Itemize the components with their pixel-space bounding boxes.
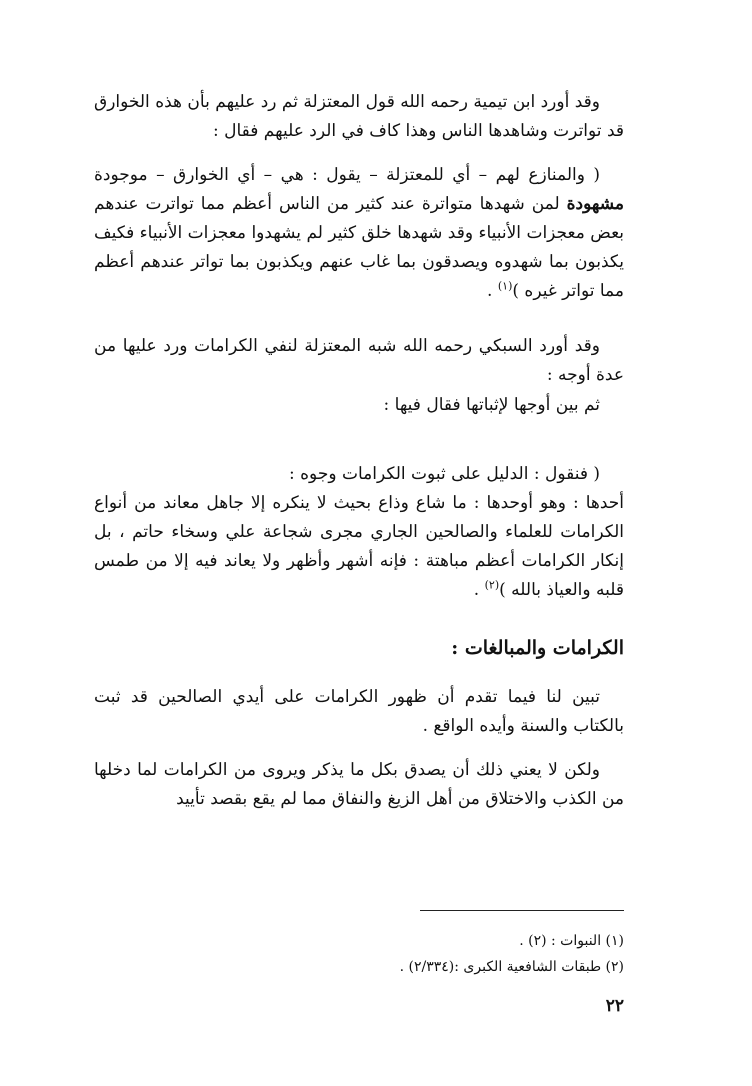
quote-ibn-taymiyya: ( والمنازع لهم – أي للمعتزلة – يقول : هي – أي الخوارق – موجودة مشهودة لمن شهدها متواترة عند كثير من الناس أعظم مما تواترت عندهم بعض معجزات الأنبياء وقد شهدها خلق كثير لم يشهدوا معجزات الأنبياء فكيف يكذبون بما شهدوه ويصدقون بما غاب عنهم ويكذبون بما تواتر عندهم أعظم مما تواتر غيره )$^{(١)}$ . xyxy=(94,165,625,301)
footnote-separator xyxy=(420,910,624,911)
footnote-1: (١) النبوات : (٢) . xyxy=(519,933,624,949)
paragraph-karamat-established: تبين لنا فيما تقدم أن ظهور الكرامات على أيدي الصالحين قد ثبت بالكتاب والسنة وأيده الواقع . xyxy=(94,687,624,736)
footnote-ref-2: (٢) xyxy=(484,578,500,592)
quote-subki-first-proof: أحدها : وهو أوحدها : ما شاع وذاع بحيث لا ينكره إلا جاهل معاند من أنواع الكرامات للعلماء والصالحين الجاري مجرى شجاعة علي وسخاء حاتم ، بل إنكار الكرامات أعظم مباهتة : فإنه أشهر وأظهر ولا يعاند فيه إلا من طمس قلبه والعياذ بالله )$^{(٢)}$ . xyxy=(94,493,624,600)
page-number: ٢٢ xyxy=(605,996,624,1016)
paragraph-subki-intro: وقد أورد السبكي رحمه الله شبه المعتزلة لنفي الكرامات ورد عليها من عدة أوجه : xyxy=(94,336,624,385)
paragraph-subki-proofs: ثم بين أوجها لإثباتها فقال فيها : xyxy=(383,395,600,415)
footnote-ref-1: (١) xyxy=(497,279,513,293)
section-heading: الكرامات والمبالغات : xyxy=(451,637,624,659)
paragraph-karamat-caution: ولكن لا يعني ذلك أن يصدق بكل ما يذكر ويروى من الكرامات لما دخلها من الكذب والاختلاق من أهل الزيغ والنفاق مما لم يقع بقصد تأييد xyxy=(94,760,624,809)
footnote-2: (٢) طبقات الشافعية الكبرى :(٢/٣٣٤) . xyxy=(399,959,624,975)
bold-word: مشهودة xyxy=(566,194,625,214)
quote-subki-start: ( فنقول : الدليل على ثبوت الكرامات وجوه : xyxy=(289,464,600,484)
paragraph-ibn-taymiyya-intro: وقد أورد ابن تيمية رحمه الله قول المعتزلة ثم رد عليهم بأن هذه الخوارق قد تواترت وشاهدها الناس وهذا كاف في الرد عليهم فقال : xyxy=(94,92,624,141)
